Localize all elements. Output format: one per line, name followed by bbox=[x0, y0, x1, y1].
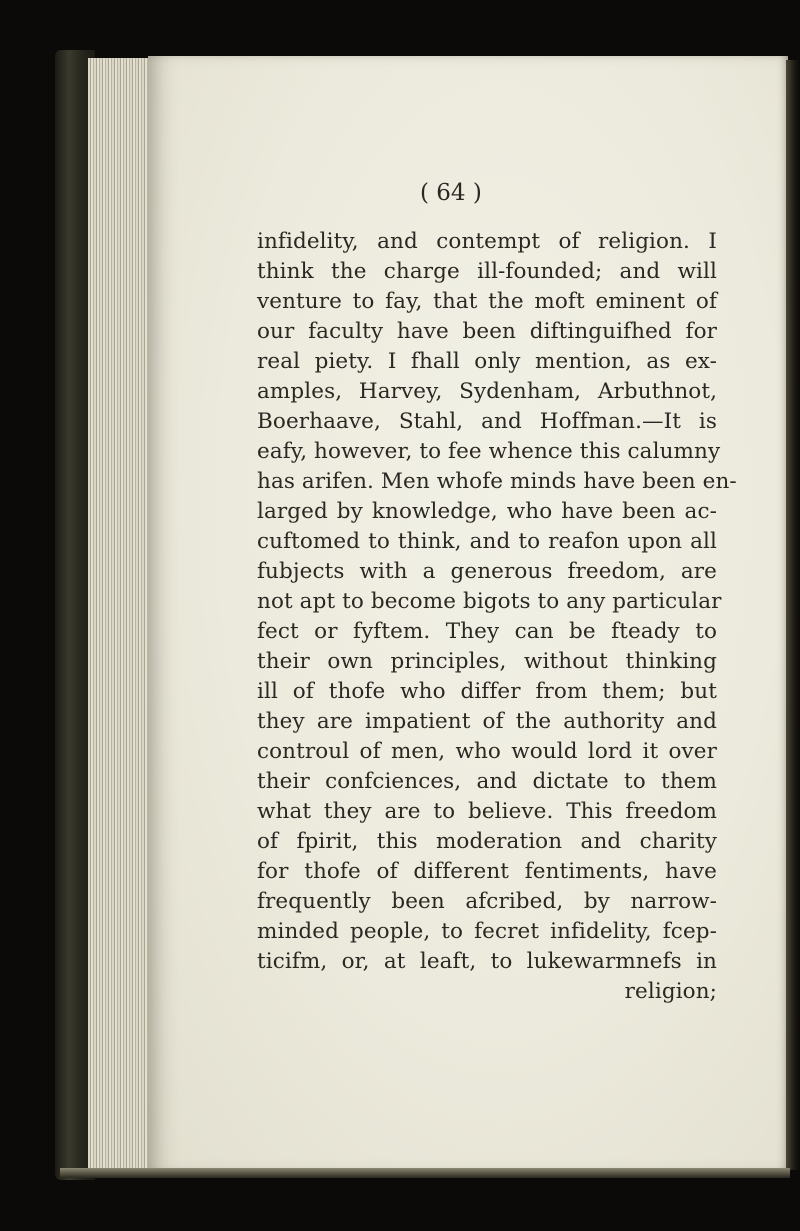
text-line: their confciences, and dictate to them bbox=[257, 769, 717, 794]
text-line: fect or fyftem. They can be fteady to bbox=[257, 619, 717, 644]
text-line: cuftomed to think, and to reafon upon all bbox=[257, 529, 717, 554]
text-line: has arifen. Men whofe minds have been en- bbox=[257, 469, 737, 494]
text-line: they are impatient of the authority and bbox=[257, 709, 717, 734]
text-line: of fpirit, this moderation and charity bbox=[257, 829, 717, 854]
text-line: not apt to become bigots to any particular bbox=[257, 589, 722, 614]
text-line: real piety. I fhall only mention, as ex- bbox=[257, 349, 717, 374]
text-line: infidelity, and contempt of religion. I bbox=[257, 229, 717, 254]
text-line: their own principles, without thinking bbox=[257, 649, 717, 674]
text-line: ticifm, or, at leaft, to lukewarmnefs in bbox=[257, 949, 717, 974]
page-edges bbox=[88, 58, 150, 1173]
text-line: venture to fay, that the moft eminent of bbox=[257, 289, 717, 314]
text-line: Boerhaave, Stahl, and Hoffman.—It is bbox=[257, 409, 717, 434]
text-line: what they are to believe. This freedom bbox=[257, 799, 717, 824]
text-line: minded people, to fecret infidelity, fcep- bbox=[257, 919, 717, 944]
bottom-page-edge bbox=[60, 1168, 790, 1178]
page-number: ( 64 ) bbox=[420, 180, 482, 206]
text-line: for thofe of different fentiments, have bbox=[257, 859, 717, 884]
text-line: eafy, however, to fee whence this calumny bbox=[257, 439, 721, 464]
text-line: amples, Harvey, Sydenham, Arbuthnot, bbox=[257, 379, 717, 404]
text-line: our faculty have been diftinguifhed for bbox=[257, 319, 717, 344]
right-page-edge bbox=[786, 60, 800, 1170]
text-line: think the charge ill-founded; and will bbox=[257, 259, 717, 284]
text-line: fubjects with a generous freedom, are bbox=[257, 559, 717, 584]
catchword: religion; bbox=[624, 979, 717, 1004]
text-line: controul of men, who would lord it over bbox=[257, 739, 717, 764]
text-line: ill of thofe who differ from them; but bbox=[257, 679, 717, 704]
text-line: larged by knowledge, who have been ac- bbox=[257, 499, 717, 524]
text-line: frequently been afcribed, by narrow- bbox=[257, 889, 717, 914]
